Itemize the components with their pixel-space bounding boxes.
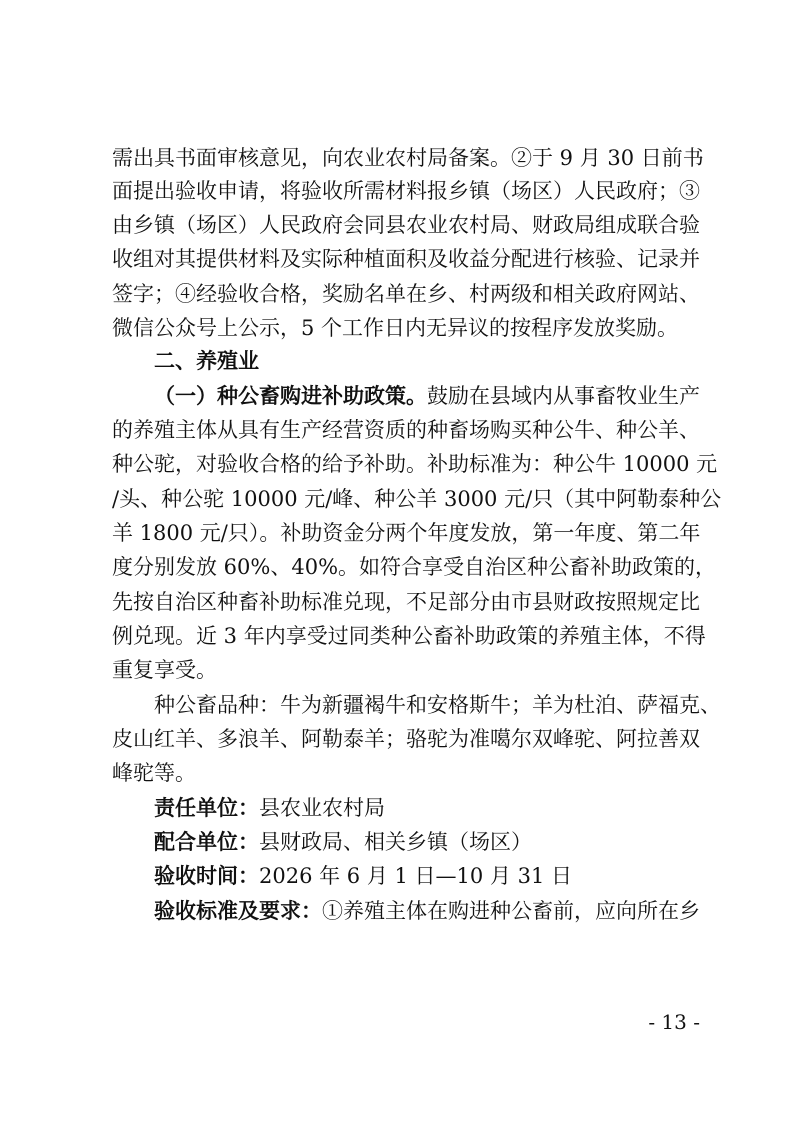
paragraph-line: 羊 1800 元/只）。补助资金分两个年度发放，第一年度、第二年 (112, 521, 701, 545)
subsection-heading: （一）种公畜购进补助政策。 (154, 384, 427, 408)
acceptance-time-line (154, 863, 700, 889)
paragraph-line: 重复享受。 (112, 658, 217, 682)
paragraph-line: 需出具书面审核意见，向农业农村局备案。②于 9 月 30 日前书 (112, 146, 704, 170)
page-number: - 13 - (648, 1010, 700, 1034)
field-value: 县财政局、相关乡镇（场区） (259, 830, 532, 854)
paragraph-line: 微信公众号上公示，5 个工作日内无异议的按程序发放奖励。 (112, 316, 679, 340)
paragraph-line: 先按自治区种畜补助标准兑现，不足部分由市县财政按照规定比 (112, 590, 700, 614)
paragraph-line: （一）种公畜购进补助政策。鼓励在县域内从事畜牧业生产 (154, 384, 700, 408)
field-label: 验收时间： (154, 864, 259, 888)
paragraph-line: 峰驼等。 (112, 761, 196, 785)
field-label: 配合单位： (154, 830, 259, 854)
paragraph-line: 皮山红羊、多浪羊、阿勒泰羊；骆驼为准噶尔双峰驼、阿拉善双 (112, 727, 700, 751)
paragraph-line: 面提出验收申请，将验收所需材料报乡镇（场区）人民政府；③ (112, 179, 700, 203)
field-value: ①养殖主体在购进种公畜前，应向所在乡 (322, 899, 700, 923)
paragraph-line: 签字；④经验收合格，奖励名单在乡、村两级和相关政府网站、 (112, 282, 700, 306)
paragraph-line: 种公畜品种：牛为新疆褐牛和安格斯牛；羊为杜泊、萨福克、 (154, 693, 721, 717)
paragraph-line: 由乡镇（场区）人民政府会同县农业农村局、财政局组成联合验 (112, 213, 700, 237)
paragraph-line: 度分别发放 60%、40%。如符合享受自治区种公畜补助政策的， (112, 555, 717, 579)
cooperating-unit-line (154, 829, 700, 855)
field-value: 2026 年 6 月 1 日—10 月 31 日 (259, 864, 573, 888)
paragraph-line: 收组对其提供材料及实际种植面积及收益分配进行核验、记录并 (112, 247, 700, 271)
responsible-unit-line (154, 795, 700, 821)
field-label: 验收标准及要求： (154, 899, 322, 923)
paragraph-line: /头、种公驼 10000 元/峰、种公羊 3000 元/只（其中阿勒泰种公 (112, 487, 722, 511)
paragraph-line: 例兑现。近 3 年内享受过同类种公畜补助政策的养殖主体，不得 (112, 624, 706, 648)
paragraph-line: 种公驼，对验收合格的给予补助。补助标准为：种公牛 10000 元 (112, 452, 718, 476)
acceptance-standard-line (154, 898, 700, 924)
section-heading: 二、养殖业 (154, 349, 259, 373)
field-label: 责任单位： (154, 796, 259, 820)
field-value: 县农业农村局 (259, 796, 385, 820)
paragraph-line: 的养殖主体从具有生产经营资质的种畜场购买种公牛、种公羊、 (112, 418, 700, 442)
